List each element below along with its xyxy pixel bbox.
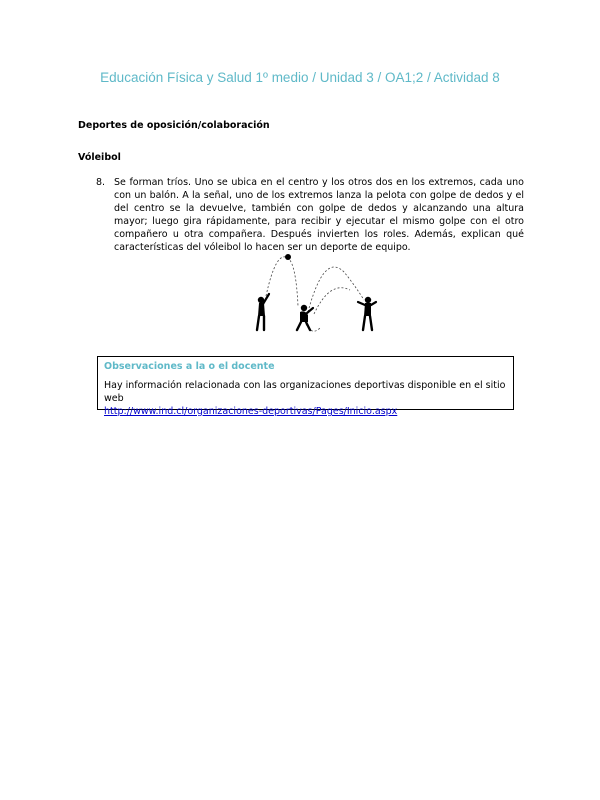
organizations-link[interactable]: http://www.ind.cl/organizaciones-deportivas/Pages/Inicio.aspx: [104, 406, 398, 417]
ball-trajectory-left: [266, 257, 298, 306]
notes-text: Hay información relacionada con las organizaciones deportivas disponible en el sitio web: [104, 380, 506, 404]
teacher-notes-box: [97, 356, 514, 417]
activity-text: Se forman tríos. Uno se ubica en el centro y los otros dos en los extremos, cada uno con un balón. A la señal, uno de los extremos lanza la pelota con golpe de dedos y el del centro se la devuelve, también con golpe de dedos y alcanzando una altura mayor; luego gira rápidamente, para recibir y ejecutar el mismo golpe con el otro compañero u otra compañera. Después invierten los roles. Además, explican qué características del vóleibol lo hacen ser un deporte de equipo.: [114, 177, 524, 253]
ball-trajectory-low: [314, 288, 350, 314]
page-header: Educación Física y Salud 1º medio / Unidad 3 / OA1;2 / Actividad 8: [100, 70, 500, 85]
player-right-figure: [358, 297, 376, 330]
player-center-figure: [297, 305, 313, 330]
activity-item: [96, 176, 524, 254]
subsection-title: Vóleibol: [78, 152, 121, 163]
activity-number: 8.: [96, 177, 106, 188]
player-left-figure: [257, 294, 269, 330]
volleyball-players-illustration: [250, 252, 382, 338]
ball-trajectory-right: [308, 267, 364, 312]
ball-icon: [285, 254, 291, 260]
section-title: Deportes de oposición/colaboración: [78, 120, 270, 131]
notes-title: Observaciones a la o el docente: [104, 361, 275, 372]
